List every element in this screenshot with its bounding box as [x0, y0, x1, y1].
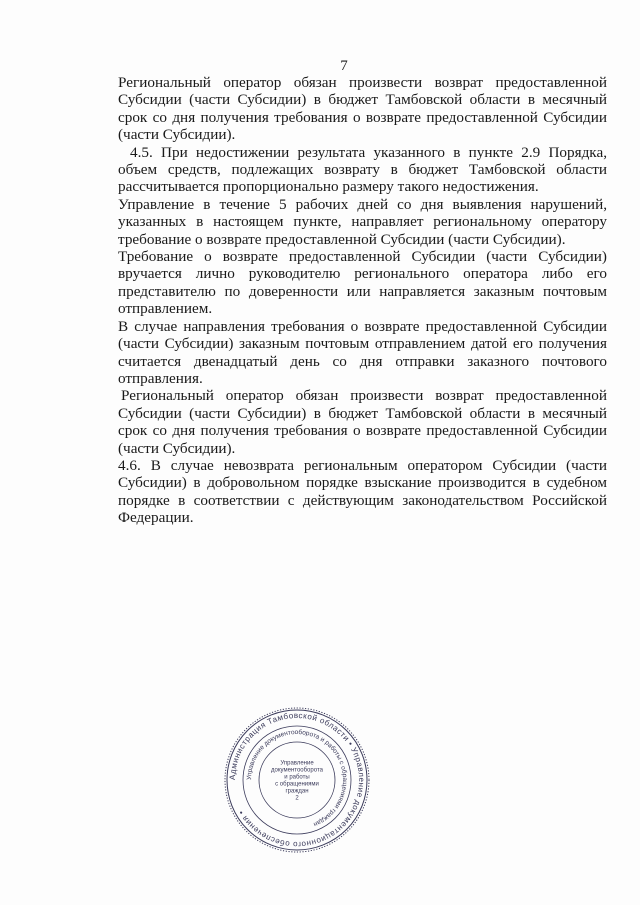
body-text: [118, 74, 607, 527]
paragraph-4: Требование о возврате предоставленной Субсидии (части Субсидии) вручается лично руководителю регионального оператора либо его представителю по доверенности или направляется заказным почтовым отправлением.: [118, 248, 607, 318]
page-number: 7: [340, 58, 348, 74]
paragraph-7: 4.6. В случае невозврата региональным оператором Субсидии (части Субсидии) в добровольном порядке взыскание производится в судебном порядке в соответствии с действующим законодательством Российской Федерации.: [118, 456, 607, 527]
stamp-center-line: и работы: [284, 774, 310, 781]
paragraph-6: Региональный оператор обязан произвести возврат предоставленной Субсидии (части Субсидии) в бюджет Тамбовской области в месячный срок со дня получения требования о возврате предоставленной Субсидии (части Субсидии).: [118, 387, 607, 457]
stamp-inner-text: Управление документооборота и работы с обращениями граждан: [245, 728, 349, 828]
stamp-center-line: 2: [295, 795, 299, 802]
stamp-center-line: Управление: [280, 760, 314, 767]
stamp-outer-text: Администрация Тамбовской области • Управление документационного обеспечения •: [227, 710, 367, 850]
stamp-center-line: граждан: [285, 788, 309, 795]
stamp-center-line: с обращениями: [275, 781, 319, 788]
paragraph-5: В случае направления требования о возврате предоставленной Субсидии (части Субсидии) заказным почтовым отправлением датой его получения считается двенадцатый день со дня отправки заказного почтового отправления.: [118, 317, 607, 387]
stamp-center-text: [271, 761, 324, 802]
stamp-center-line: документооборота: [271, 767, 323, 774]
paragraph-1: Региональный оператор обязан произвести возврат предоставленной Субсидии (части Субсидии) в бюджет Тамбовской области в месячный срок со дня получения требования о возврате предоставленной Субсидии (части Субсидии).: [118, 74, 607, 144]
paragraph-3: Управление в течение 5 рабочих дней со дня выявления нарушений, указанных в настоящем пункте, направляет региональному оператору требование о возврате предоставленной Субсидии (части Субсидии).: [118, 195, 607, 248]
official-stamp: [222, 705, 372, 855]
paragraph-2: 4.5. При недостижении результата указанного в пункте 2.9 Порядка, объем средств, подлежащих возврату в бюджет Тамбовской области рассчитывается пропорционально размеру такого недостижения.: [118, 143, 607, 196]
